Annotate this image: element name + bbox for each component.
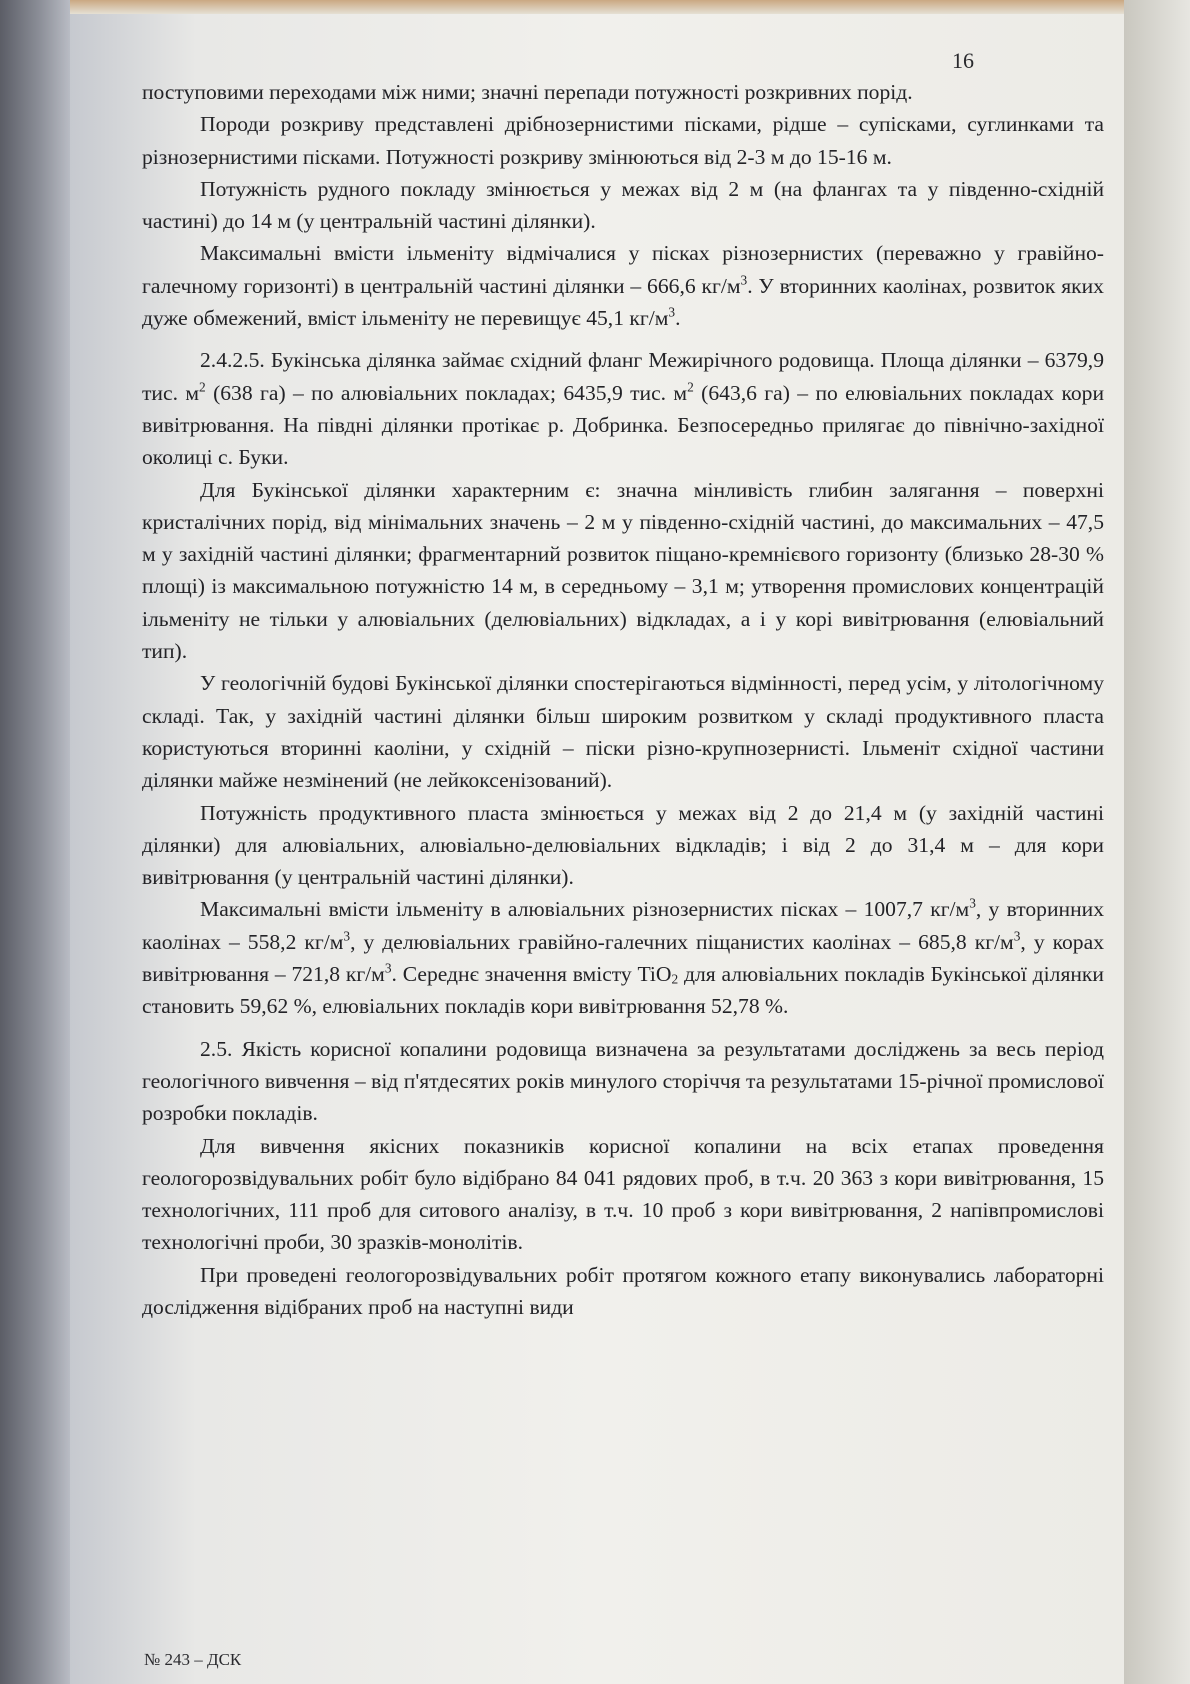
paragraph-text: (638 га) – по алювіальних покладах; 6435,9 тис. м xyxy=(205,380,688,405)
paragraph-text: 2.4.2.5. Букінська ділянка займає східний фланг Межирічного родовища. Площа ділянки – 6379,9 тис. м xyxy=(142,348,1104,405)
paragraph-text: 2.5. Якість корисної копалини родовища визначена за результатами досліджень за весь період геологічного вивчення – від п'ятдесятих років минулого сторіччя та результатами 15-річної промислової розробки покладів. xyxy=(142,1036,1104,1126)
paragraph-text: , у делювіальних гравійно-галечних піщанистих каолінах – 685,8 кг/м xyxy=(350,929,1014,954)
paragraph-text: Породи розкриву представлені дрібнозернистими пісками, рідше – супісками, суглинками та різнозернистими пісками. Потужності розкриву змінюються від 2-3 м до 15-16 м. xyxy=(142,112,1104,169)
paragraph-text: Потужність продуктивного пласта змінюється у межах від 2 до 21,4 м (у західній частині ділянки) для алювіальних, алювіально-делювіальних відкладів; і від 2 до 31,4 м – для кори вивітрювання (у центральній частині ділянки). xyxy=(142,800,1104,890)
paragraph-text: Для Букінської ділянки характерним є: значна мінливість глибин залягання – поверхні кристалічних порід, від мінімальних значень – 2 м у південно-східній частині, до максимальних – 47,5 м у західній частині ділянки; фрагментарний розвиток піщано-кремнієвого горизонту (близько 28-30 % площі) із максимальною потужністю 14 м, в середньому – 3,1 м; утворення промислових концентрацій ільменіту не тільки у алювіальних (делювіальних) відкладах, а і у корі вивітрювання (елювіальний тип). xyxy=(142,477,1104,664)
superscript: 3 xyxy=(384,960,392,976)
paragraph-max-ilmenite xyxy=(142,893,1104,1022)
superscript: 3 xyxy=(1013,928,1021,944)
paragraph-text: У геологічній будові Букінської ділянки спостерігаються відмінності, перед усім, у літологічному складі. Так, у західній частині ділянки більш широким розвитком у складі продуктивного пласта користуються вторинні каоліни, у східній – піски різно-крупнозернисті. Ільменіт східної частини ділянки майже незмінений (не лейкоксенізований). xyxy=(142,671,1104,793)
paragraph-text: . У вторинних каолінах, розвиток яких дуже обмежений, вміст ільменіту не перевищує 45,1 кг/м xyxy=(142,273,1104,331)
paragraph-text: (643,6 га) – по елювіальних покладах кори вивітрювання. На півдні ділянки протікає р. Добринка. Безпосередньо прилягає до північно-західної околиці с. Буки. xyxy=(142,380,1104,470)
superscript: 3 xyxy=(668,304,676,320)
page-number: 16 xyxy=(952,48,974,73)
superscript: 3 xyxy=(343,928,351,944)
paragraph-ore-thickness xyxy=(142,173,1104,238)
paragraph-text: . Середнє значення вмісту TiO xyxy=(391,962,672,987)
document-footer: № 243 – ДСК xyxy=(144,1650,242,1669)
paragraph-lab-research xyxy=(142,1259,1104,1324)
paragraph-text: Максимальні вмісти ільменіту відмічалися у пісках різнозернистих (переважно у гравійно-галечному горизонті) в центральній частині ділянки – 666,6 кг/м xyxy=(142,241,1104,298)
document-page xyxy=(70,14,1124,1684)
paragraph-productive-layer xyxy=(142,797,1104,894)
paragraph-text: При проведені геологорозвідувальних робіт протягом кожного етапу виконувались лабораторні дослідження відібраних проб на наступні види xyxy=(142,1262,1104,1319)
background-right xyxy=(1124,0,1190,1684)
paragraph-section-2-5 xyxy=(142,1033,1104,1130)
paragraph-text: , у корах вивітрювання – 721,8 кг/м xyxy=(142,929,1104,987)
paragraph-samples xyxy=(142,1130,1104,1259)
paragraph-text: Максимальні вмісти ільменіту в алювіальних різнозернистих пісках – 1007,7 кг/м xyxy=(200,897,970,922)
paragraph-text: , у вторинних каолінах – 558,2 кг/м xyxy=(142,897,1104,954)
paragraph-geological-structure xyxy=(142,667,1104,796)
paragraph-text: Для вивчення якісних показників корисної копалини на всіх етапах проведення геологорозвідувальних робіт було відібрано 84 041 рядових проб, в т.ч. 20 363 з кори вивітрювання, 15 технологічних, 111 проб для ситового аналізу, в т.ч. 10 проб з кори вивітрювання, 2 напівпромислові технологічні проби, 30 зразків-монолітів. xyxy=(142,1133,1104,1255)
subscript: 2 xyxy=(671,971,679,987)
paragraph-overburden xyxy=(142,108,1104,173)
superscript: 2 xyxy=(199,378,206,394)
paragraph-text: для алювіальних покладів Букінської ділянки становить 59,62 %, елювіальних покладів кори вивітрювання 52,78 %. xyxy=(142,962,1104,1019)
paragraph-bukinska-characteristics xyxy=(142,474,1104,668)
paragraph-text: поступовими переходами між ними; значні перепади потужності розкривних порід. xyxy=(142,80,913,104)
paragraph-continuation xyxy=(142,76,1104,108)
background-top xyxy=(70,0,1124,14)
superscript: 3 xyxy=(969,895,976,911)
paragraph-text: Потужність рудного покладу змінюється у межах від 2 м (на флангах та у південно-східній частині) до 14 м (у центральній частині ділянки). xyxy=(142,176,1104,234)
background-left xyxy=(0,0,70,1684)
paragraph-ilmenite-content xyxy=(142,237,1104,334)
superscript: 3 xyxy=(740,272,748,288)
paragraph-text: . xyxy=(675,306,681,331)
page-body xyxy=(142,76,1104,1323)
paragraph-section-2-4-2-5 xyxy=(142,344,1104,473)
superscript: 2 xyxy=(687,378,694,394)
